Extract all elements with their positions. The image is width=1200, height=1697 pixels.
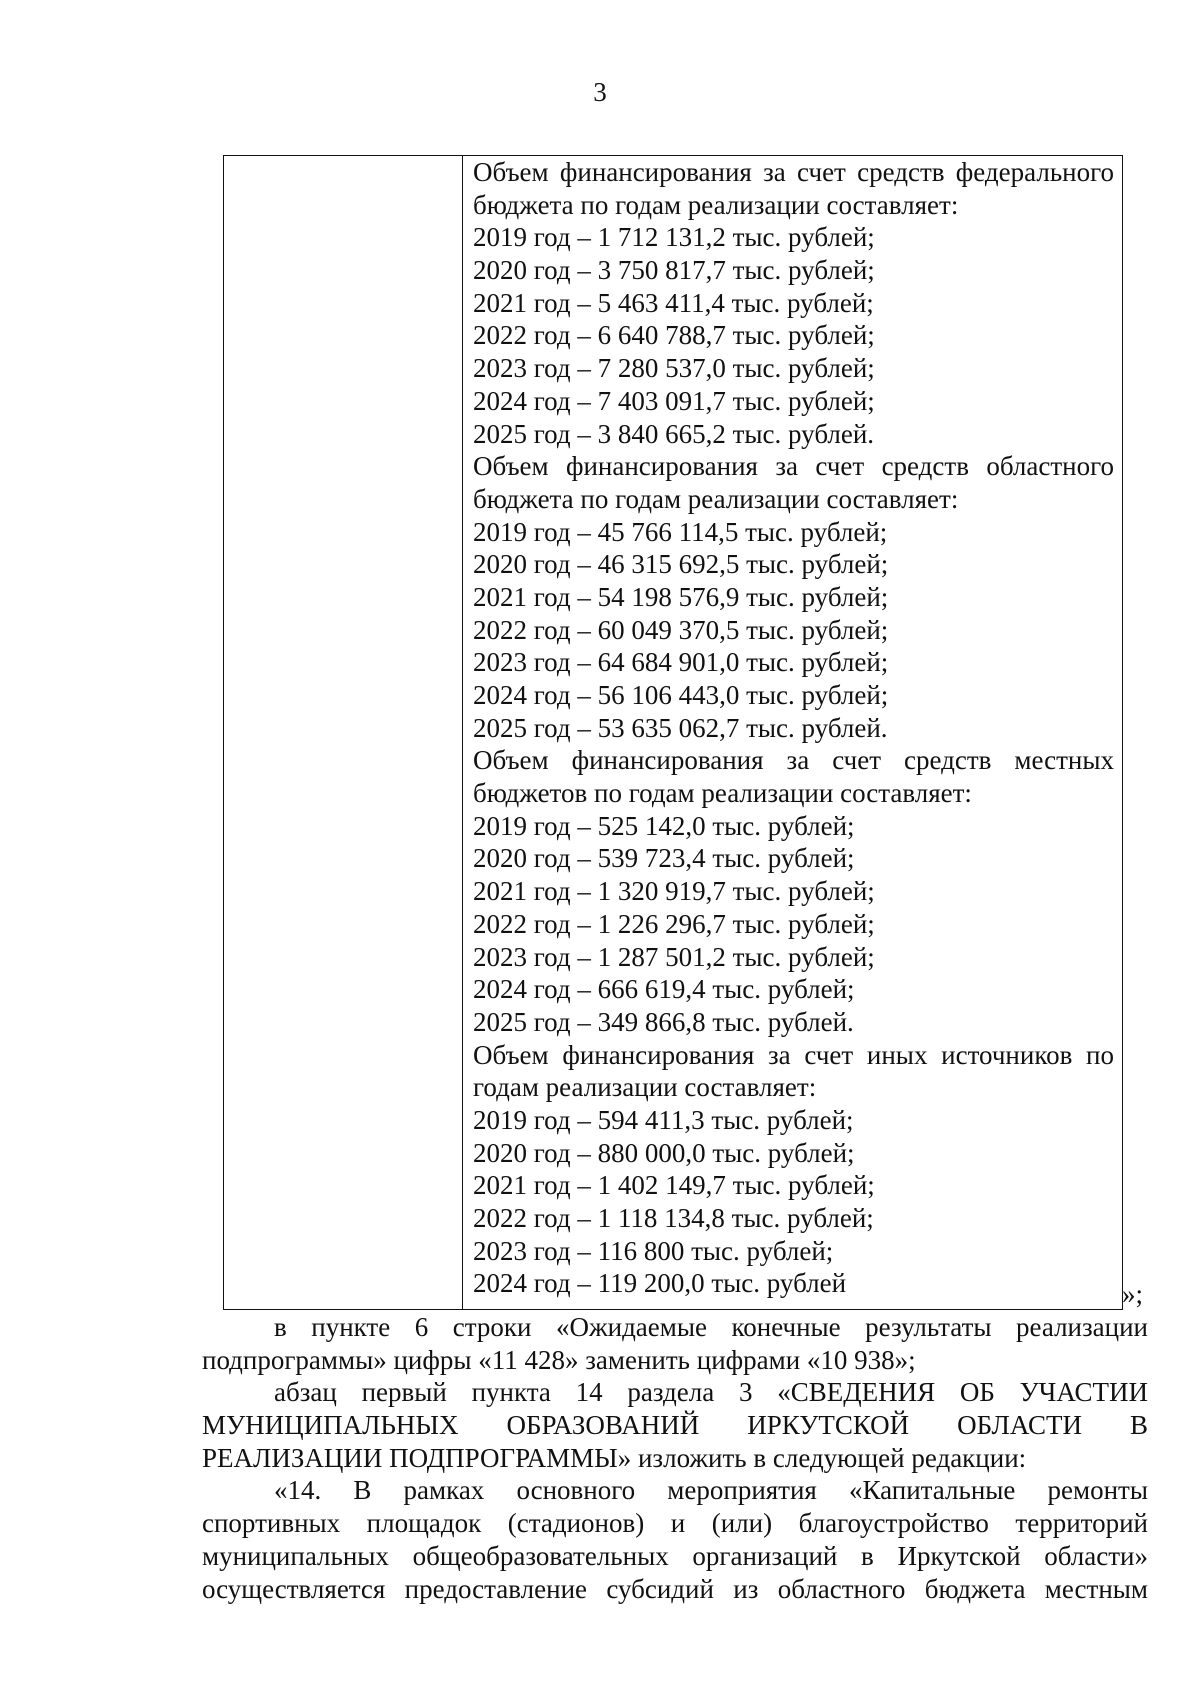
table-line: 2021 год – 5 463 411,4 тыс. рублей; [473,287,874,318]
table-line: 2022 год – 1 226 296,7 тыс. рублей; [473,908,875,939]
table-line: бюджетов по годам реализации составляет: [473,778,972,809]
table-line: 2019 год – 594 411,3 тыс. рублей; [473,1104,854,1135]
table-line: 2021 год – 1 402 149,7 тыс. рублей; [473,1170,875,1201]
table-line: 2022 год – 1 118 134,8 тыс. рублей; [473,1203,874,1233]
table-line: годам реализации составляет: [473,1072,817,1103]
paragraph-line: МУНИЦИПАЛЬНЫХ ОБРАЗОВАНИЙ ИРКУТСКОЙ ОБЛАСТИ В [202,1410,1148,1441]
table-line: 2023 год – 64 684 901,0 тыс. рублей; [473,647,889,678]
table-line: 2020 год – 3 750 817,7 тыс. рублей; [473,255,875,286]
table-line: 2025 год – 349 866,8 тыс. рублей. [473,1006,854,1037]
table-line: 2020 год – 880 000,0 тыс. рублей; [473,1137,855,1168]
table-line: 2022 год – 6 640 788,7 тыс. рублей; [473,320,875,351]
paragraph-line: в пункте 6 строки «Ожидаемые конечные результаты реализации [274,1312,1148,1342]
paragraph-line: «14. В рамках основного мероприятия «Капитальные ремонты [274,1475,1148,1506]
table-line: 2024 год – 666 619,4 тыс. рублей; [473,974,855,1005]
table-line: Объем финансирования за счет средств областного [473,451,1114,482]
table-line: 2025 год – 53 635 062,7 тыс. рублей. [473,712,888,743]
paragraph-line: спортивных площадок (стадионов) и (или) благоустройство территорий [202,1508,1148,1539]
table-line: Объем финансирования за счет иных источников по [473,1039,1114,1070]
table-line: 2019 год – 45 766 114,5 тыс. рублей; [473,516,888,547]
table-line: 2021 год – 54 198 576,9 тыс. рублей; [473,581,889,612]
table-line: 2024 год – 7 403 091,7 тыс. рублей; [473,385,875,416]
table-line: 2025 год – 3 840 665,2 тыс. рублей. [473,418,875,449]
closing-quote: »; [1122,1279,1144,1309]
paragraph-line: осуществляется предоставление субсидий из областного бюджета местным [202,1573,1148,1604]
paragraph-line: муниципальных общеобразовательных организаций в Иркутской области» [202,1540,1148,1571]
body-text [202,1311,1148,1605]
paragraph-line: подпрограммы» цифры «11 428» заменить цифрами «10 938»; [202,1344,916,1375]
table-line: 2024 год – 56 106 443,0 тыс. рублей; [473,680,889,710]
table-line: 2023 год – 7 280 537,0 тыс. рублей; [473,353,875,384]
table-line: 2020 год – 46 315 692,5 тыс. рублей; [473,549,889,580]
paragraph-line: РЕАЛИЗАЦИИ ПОДПРОГРАММЫ» изложить в следующей редакции: [202,1442,1027,1473]
table-line: 2024 год – 119 200,0 тыс. рублей [473,1268,847,1299]
table-line: Объем финансирования за счет средств местных [473,745,1114,776]
paragraph-line: абзац первый пункта 14 раздела 3 «СВЕДЕНИЯ ОБ УЧАСТИИ [274,1377,1148,1408]
table-left-cell [224,156,463,1309]
table-line: бюджета по годам реализации составляет: [473,483,959,514]
table-line: 2020 год – 539 723,4 тыс. рублей; [473,843,855,874]
paragraph [202,1376,1148,1474]
funding-table [223,155,1123,1310]
table-line: 2021 год – 1 320 919,7 тыс. рублей; [473,876,875,907]
table-line: 2023 год – 1 287 501,2 тыс. рублей; [473,941,875,972]
table-line: Объем финансирования за счет средств федерального [473,157,1114,187]
table-line: 2022 год – 60 049 370,5 тыс. рублей; [473,614,889,645]
paragraph [202,1474,1148,1605]
paragraph [202,1311,1148,1376]
table-right-cell [463,156,1122,1309]
table-line: бюджета по годам реализации составляет: [473,189,959,220]
table-line: 2019 год – 525 142,0 тыс. рублей; [473,810,855,841]
table-line: 2023 год – 116 800 тыс. рублей; [473,1235,834,1266]
page-number: 3 [593,77,607,107]
table-line: 2019 год – 1 712 131,2 тыс. рублей; [473,222,875,253]
